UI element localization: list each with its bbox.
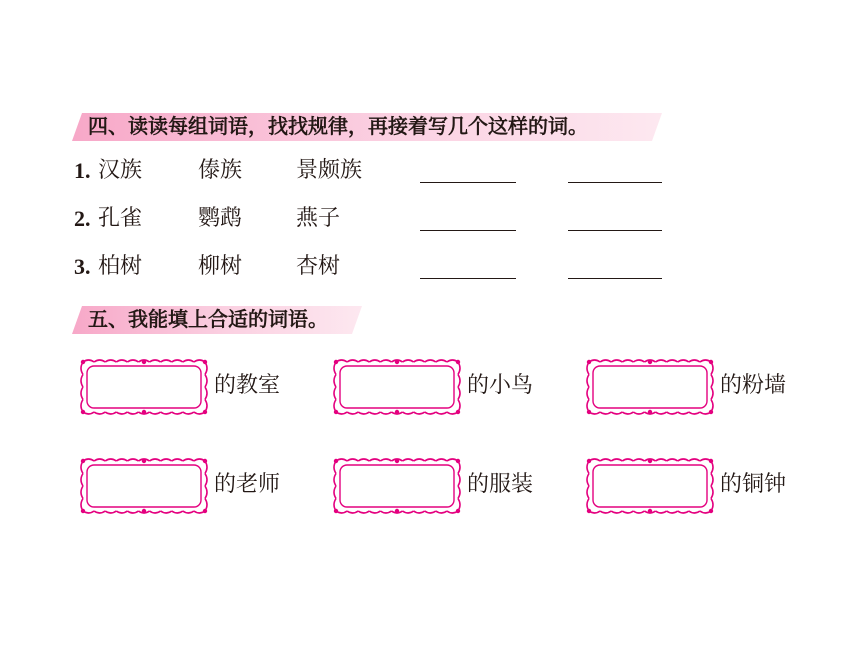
phrase-suffix: 的教室 [214, 373, 281, 398]
answer-blank[interactable] [420, 182, 516, 183]
answer-blank[interactable] [420, 278, 516, 279]
group-number: 3. [74, 254, 91, 279]
word: 汉族 [98, 158, 143, 183]
decorative-answer-frame[interactable] [331, 357, 463, 417]
group-number: 2. [74, 206, 91, 231]
word: 景颇族 [296, 158, 363, 183]
phrase-suffix: 的粉墙 [720, 373, 787, 398]
word: 鹦鹉 [198, 206, 243, 231]
answer-blank[interactable] [568, 182, 662, 183]
section-4-title: 四、读读每组词语，找找规律，再接着写几个这样的词。 [88, 114, 588, 138]
decorative-answer-frame[interactable] [584, 456, 716, 516]
phrase-suffix: 的老师 [214, 472, 281, 497]
decorative-answer-frame[interactable] [584, 357, 716, 417]
word: 柳树 [198, 254, 243, 279]
word: 孔雀 [98, 206, 143, 231]
answer-blank[interactable] [568, 278, 662, 279]
phrase-suffix: 的铜钟 [720, 472, 787, 497]
group-number: 1. [74, 158, 91, 183]
word: 柏树 [98, 254, 143, 279]
decorative-answer-frame[interactable] [78, 357, 210, 417]
phrase-suffix: 的小鸟 [467, 373, 534, 398]
section-5-title: 五、我能填上合适的词语。 [88, 307, 328, 331]
phrase-suffix: 的服装 [467, 472, 534, 497]
answer-blank[interactable] [568, 230, 662, 231]
word: 燕子 [296, 206, 341, 231]
word: 杏树 [296, 254, 341, 279]
answer-blank[interactable] [420, 230, 516, 231]
word: 傣族 [198, 158, 243, 183]
decorative-answer-frame[interactable] [78, 456, 210, 516]
decorative-answer-frame[interactable] [331, 456, 463, 516]
